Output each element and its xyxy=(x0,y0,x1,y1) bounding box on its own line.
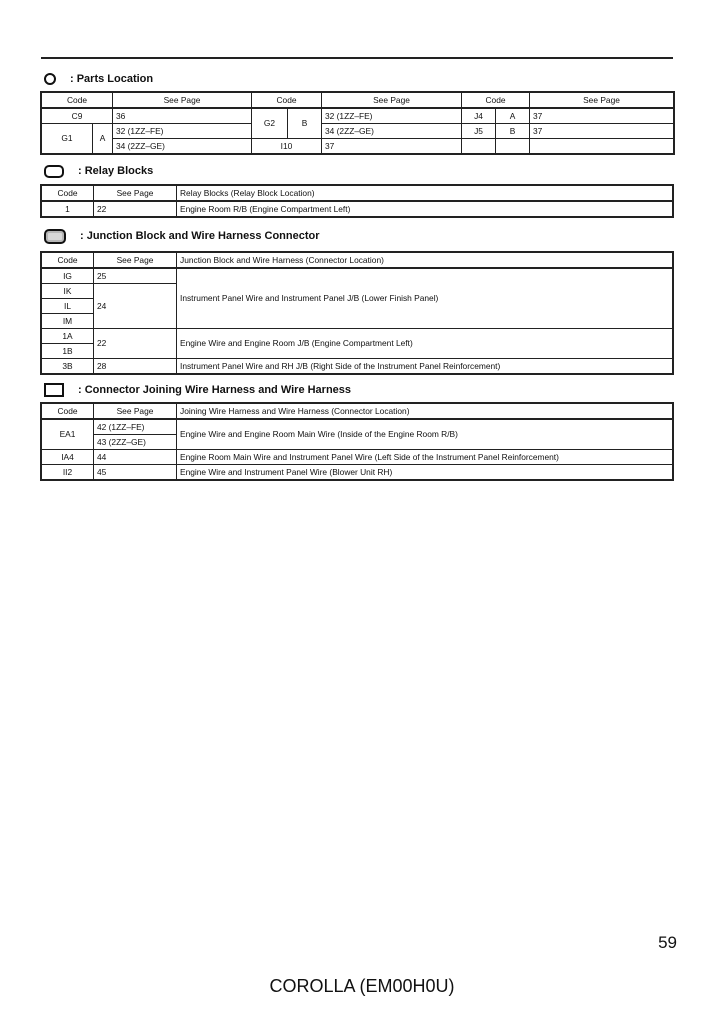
table-row: IA4 44 Engine Room Main Wire and Instrument Panel Wire (Left Side of the Instrument Panel Reinforcement) xyxy=(42,450,673,465)
table-row: IK 24 xyxy=(42,284,673,299)
table-row: 34 (2ZZ–GE) I10 37 xyxy=(42,139,674,154)
table-row: 1B xyxy=(42,344,673,359)
table-row: 1A 22 Engine Wire and Engine Room J/B (Engine Compartment Left) xyxy=(42,329,673,344)
relay-blocks-title: : Relay Blocks xyxy=(78,165,154,177)
parts-location-heading xyxy=(44,71,153,87)
table-row: 43 (2ZZ–GE) xyxy=(42,435,673,450)
parts-location-table xyxy=(41,92,674,154)
table-header-row: Code See Page Joining Wire Harness and Wire Harness (Connector Location) xyxy=(42,404,673,420)
connector-joining-title: : Connector Joining Wire Harness and Wire Harness xyxy=(78,384,352,396)
junction-block-title: : Junction Block and Wire Harness Connector xyxy=(80,230,320,242)
table-row: 3B 28 Instrument Panel Wire and RH J/B (Right Side of the Instrument Panel Reinforcement) xyxy=(42,359,673,374)
table-header-row: Code See Page Junction Block and Wire Harness (Connector Location) xyxy=(42,253,673,269)
circle-symbol-icon xyxy=(44,73,56,85)
footer-model-code: COROLLA (EM00H0U) xyxy=(269,976,455,996)
table-row: G1 A 32 (1ZZ–FE) 34 (2ZZ–GE) J5 B 37 xyxy=(42,124,674,139)
connector-symbol-icon xyxy=(44,383,64,397)
table-row: C9 36 G2 B 32 (1ZZ–FE) J4 A 37 xyxy=(42,108,674,124)
table-header-row: Code See Page Relay Blocks (Relay Block Location) xyxy=(42,186,673,202)
junction-block-symbol-icon xyxy=(44,229,66,244)
junction-block-table xyxy=(41,252,673,374)
connector-joining-heading xyxy=(44,382,351,398)
table-row: IM xyxy=(42,314,673,329)
parts-location-title: : Parts Location xyxy=(70,73,154,85)
junction-block-heading xyxy=(44,228,320,244)
table-row: EA1 42 (1ZZ–FE) Engine Wire and Engine Room Main Wire (Inside of the Engine Room R/B) xyxy=(42,419,673,435)
page-number: 59 xyxy=(658,933,677,952)
relay-blocks-heading xyxy=(44,163,153,179)
table-header-row: Code See Page Code See Page Code See Page xyxy=(42,93,674,109)
table-row: II2 45 Engine Wire and Instrument Panel Wire (Blower Unit RH) xyxy=(42,465,673,480)
top-rule xyxy=(41,57,673,59)
table-row: 1 22 Engine Room R/B (Engine Compartment Left) xyxy=(42,201,673,217)
relay-block-symbol-icon xyxy=(44,165,64,178)
table-row: IL xyxy=(42,299,673,314)
relay-blocks-table xyxy=(41,185,673,217)
connector-joining-table xyxy=(41,403,673,480)
table-row: IG 25 Instrument Panel Wire and Instrument Panel J/B (Lower Finish Panel) xyxy=(42,268,673,284)
